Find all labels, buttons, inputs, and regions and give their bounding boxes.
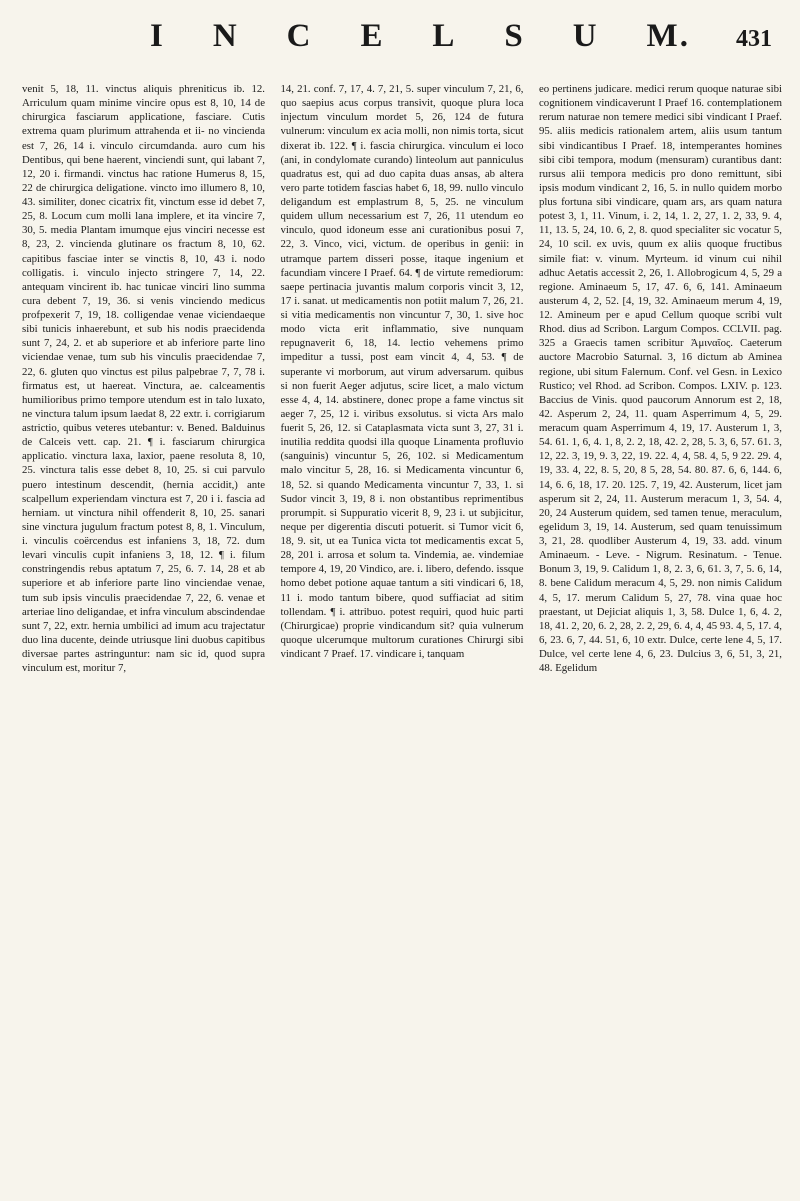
index-column-left [22,82,265,1187]
head-letter: U [572,18,599,54]
column-text: eo pertinens judicare. medici rerum quoque naturae sibi cognitionem vindicaverunt I Praef 16. contemplationem rerum naturae non temere medici sibi vindicant I Praef. 95. aliis medicis rationalem artem, aliis usum tantum sibi vindicantibus I Praef. 18, intemperantes homines sibi cibi tempora, modum (mensuram) curantibus dant: rursus alii tempora medicis pro dono remittunt, sibi ipsis modum vindicant 2, 16, 5. in nullo quidem morbo plus fortuna sibi vindicare, quam ars, ars quam natura potest 3, 1, 11. Vinum, i. 2, 14, 1. 2, 27, 1. 2, 33, 9. 4, 11, 13. 5, 24, 10. 6, 2, 8. quod specialiter sic vocatur 5, 24, 10 scil. ex uvis, quum ex aliis quoque fructibus simile fiat: v. vinum. Myrteum. id vinum cui nihil adhuc Aetatis accessit 2, 26, 1. Allobrogicum 4, 5, 29 a regione. Aminaeum 5, 17, 47. 6, 6, 141. Aminaeum austerum 4, 2, 52. [4, 19, 32. Aminaeum merum 4, 19, 12. Amineum per e apud Cellum quoque scribi vult Rhod. dius ad Scribon. Largum Compos. CCLVII. pag. 325 a Graecis tamen scribitur Ἀμιναῖος. Caeterum auctore Macrobio Saturnal. 3, 16 dictum ab Aminea regione, ubi situm Falernum. Conf. vel Gesn. in Lexico Rustico; vel Rhod. ad Scribon. Compos. LXIV. p. 123. Baccius de Vinis. quod paucorum Annorum est 2, 18, 42. Asperum 2, 24, 11. quam Asperrimum 4, 5, 29. meracum quam Asperrimum 4, 19, 17. Austerum 1, 3, 54. 61. 1, 6, 4. 1, 8, 2. 2, 18, 42. 2, 28, 5. 3, 6, 57. 61. 3, 12, 22. 3, 19, 9. 3, 22, 19. 22. 4, 4, 58. 4, 5, 9 22. 29. 4, 19, 33. 4, 22, 8. 5, 20, 8 5, 28, 54. 80. 87. 6, 6, 144. 6, 14, 6. 6, 18, 17. 20. 125. 7, 19, 42. Austerum, licet jam asperum sit 2, 24, 11. Austerum meracum 1, 3, 54. 4, 20, 24 Austerum quidem, sed tamen tenue, meraculum, egelidum 3, 19, 14. Austerum, sed quam tenuissimum 3, 21, 28. quodliber Austerum 4, 19, 33. add. vinum Aminaeum. - Leve. - Nigrum. Resinatum. - Tenue. Bonum 3, 19, 9. Calidum 1, 8, 2. 3, 6, 61. 3, 7, 5. 6, 14, 8. bene Calidum meracum 4, 5, 29. non nimis Calidum 4, 5, 17. merum Calidum 5, 27, 78. vina quae hoc praestant, ut Dejiciat aliquis 1, 3, 58. Dulce 1, 6, 4. 2, 18, 41. 2, 20, 6. 2, 28, 2. 2, 29, 6. 4, 4, 45 93. 4, 5, 17. 4, 6, 23. 6, 7, 44. 51, 6, 10 extr. Dulce, certe lene 4, 5, 17. Dulce, vel certe lene 4, 6, 23. Dulcius 3, 6, 51, 3, 21, 48. Egelidum [539,83,782,675]
running-head [0,14,800,74]
running-head-title [150,18,690,55]
head-letter: L [432,18,457,54]
head-letter: S [504,18,525,54]
head-letter: I [150,18,165,54]
head-letter: E [360,18,385,54]
index-columns [22,82,782,1187]
column-text: venit 5, 18, 11. vinctus aliquis phreniticus ib. 12. Arriculum quam minime vincire opus est 8, 10, 14 de chirurgica fasciarum applicatione, fasciare. Cutis extrema quam plurimum attrahenda et ii- no vincienda est 7, 26, 14 i. vinculo circumdanda. auro cum his Dentibus, qui bene haerent, vinciendi sunt, qui labant 7, 12, 20 i. firmandi. vinctus hac ratione Humerus 8, 15, 22 de chirurgica deligatione. vincto imo illumero 8, 10, 43. similiter, donec cicatrix fit, vinctum esse id debet 7, 25, 8. Locum cum molli lana implere, et ita vincire 7, 30, 5. media Plantam imumque ejus vinciri necesse est 8, 23, 2. vincienda glutinare os fractum 8, 10, 62. capitibus fasciae inter se vinctis 8, 10, 43 i. nodo colligatis. i. vinculo injecto stringere 7, 14, 22. antequam vincirent ib. hac tunicae vinciri lino summa cura debent 7, 19, 36. si venis vinciendo medicus profpexerit 7, 19, 18. colligendae venae viciendaeque sibi tunicis inhaerebunt, et sub his nodis praecidenda sunt 7, 24, 2. et ab superiore et ab inferiore parte lino viciendae venae, tum sub his vinculis praecidendae 7, 22, 6. gluten quo vinctus est pilus palpebrae 7, 7, 78 i. firmatus est, ut haereat. Vinctura, ae. calceamentis humilioribus primo tempore utendum est in talo luxato, ne vinctura talum ipsum laedat 8, 22 extr. i. corrigiarum astrictio, quibus veteres utebantur: v. Bened. Balduinus de Calceis vett. cap. 21. ¶ i. fasciarum chirurgica applicatio. vinctura laxa, laxior, paene resoluta 8, 10, 25. vinctura talis esse debet 8, 10, 25. si cui parvulo puero intestinum descendit, (hernia accidit,) ante scalpellum experiendam vinctura est 7, 20 i i. fascia ad herniam. ut vinctura nihil offenderit 8, 10, 25. sanari sine vinctura jugulum fractum potest 8, 8, 1. Vinculum, i. vinculis coërcendus est infaniens 3, 18, 72. dum levari vinculis cupit infaniens 3, 18, 12. ¶ i. filum constringendis rebus aptatum 7, 25, 6. 7. 14, 28 et ab superiore et ab inferiore parte lino vinciendae venae, tum sub ipsis vinculis praecidendae 7, 22, 6. venae et arteriae lino deligandae, et infra vinculum abscindendae sunt 7, 22, extr. hernia umbilici ad imum acu trajectatur duo lina ducente, deinde utriusque lini duobus capitibus diversae partes astringuntur: nam sic id, quod supra vinculum est, moritur 7, [22,83,265,675]
column-text: 14, 21. conf. 7, 17, 4. 7, 21, 5. super vinculum 7, 21, 6, quo saepius acus corpus transivit, quoque plura loca injectum vinculum mordet 5, 26, 124 de futura vulnerum: vinculum ex acia molli, non nimis torta, sicut dixerat ib. 122. ¶ i. fascia chirurgica. vinculum ei loco (ani, in condylomate curando) linteolum aut panniculus quadratus est, qui ad duo capita duas ansas, ab altera vero parte totidem fascias habet 6, 18, 99. nullo vinculo deligandum est emplastrum 8, 5, 25. ne vinculum quidem ullum necessarium est 7, 26, 11 utendum eo vinculo, quod idoneum esse ani curationibus posui 7, 22, 3. Vinco, vici, victum. de operibus in genii: in utramque partem disseri posse, itaque ingenium et facundiam vincere I Praef. 64. ¶ de virtute remediorum: saepe pertinacia juvantis malum corporis vincit 3, 12, 17 i. sanat. ut medicamentis non potiit malum 7, 26, 21. si vitia medicamentis non vincuntur 7, 30, 1. sive hoc modo victa erit inflammatio, sive nunquam repugnaverit 6, 18, 14. lectio vehemens primo impeditur a tussi, post eam vincit 4, 4, 53. ¶ de superante vi morborum, aut virum adversarum. quibus si non fuerit Aeger adjutus, scire licet, a malo victum esse 4, 4, 14. abstinere, donec prope a fame vinctus sit aeger 7, 25, 12 i. viribus exsolutus. si victa Ars malo fuerit 5, 26, 12. si Cataplasmata victa sunt 3, 27, 31 i. inutilia reddita quodsi illa quoque Linamenta profluvio (sanguinis) vincuntur 5, 26, 102. si Medicamentum malo vincitur 5, 28, 16. si Medicamenta vincuntur 6, 18, 52. si quando Medicamenta vincuntur 7, 33, 1. si Sudor vincit 3, 19, 8 i. non obstantibus reprimentibus prorumpit. si Suppuratio vicerit 8, 9, 23 i. ut subjicitur, neque per digerentia discuti potuerit. si Tumor vicit 6, 18, 9. sit, ut ea Tunica victa tot medicamentis excat 5, 28, 201 i. arrosa et solum ta. Vindemia, ae. vindemiae tempore 4, 19, 20 Vindico, are. i. libero, defendo. issque homo debet potione aquae tantum a siti vindicari 6, 18, 11 i. modo tantum bibere, quod suffiaciat ad sitim tollendam. ¶ i. attribuo. potest requiri, quod huic parti (Chirurgicae) proprie vindicandum sit? quia vulnerum quoque ulcerumque multorum curationes Chirurgi sibi vindicant 7 Praef. 17. vindicare i, tanquam [280,83,524,660]
index-column-middle [281,82,524,1187]
index-column-right [539,82,782,1187]
page-number: 431 [736,26,772,52]
head-letter: N [212,18,239,54]
head-letter: C [286,18,313,54]
head-letter: M. [646,18,690,54]
